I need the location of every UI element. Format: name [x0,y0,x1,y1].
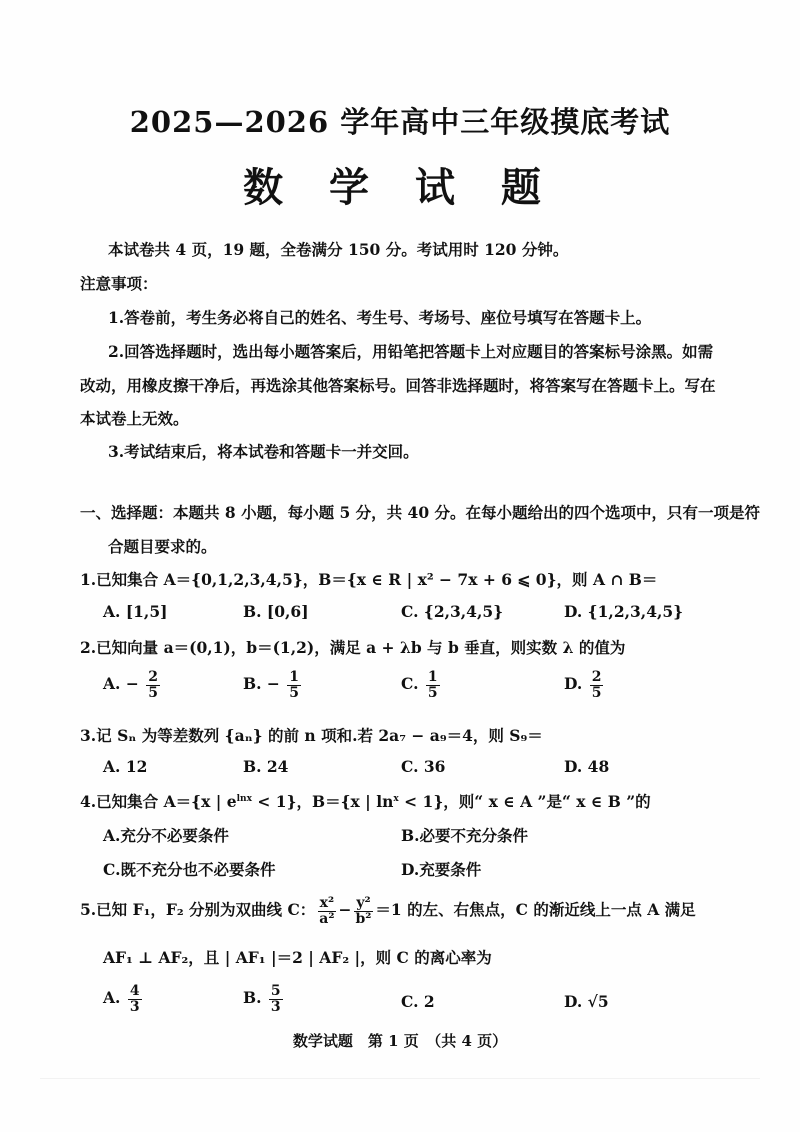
stem-text: < 1}，则“ x ∈ A ”是“ x ∈ B ”的 [398,792,651,811]
question-4-option-c: C.既不充分也不必要条件 [103,860,276,879]
option-label: B. − [243,674,280,694]
question-2-option-c [401,670,442,700]
option-label: C. [401,674,419,694]
notes-heading: 注意事项： [80,274,158,293]
stem-text: ＝1 的左、右焦点，C 的渐近线上一点 A 满足 [375,900,696,920]
denominator: 5 [427,684,438,701]
denominator: 5 [289,684,300,701]
fraction [354,896,374,926]
stem-text: 5.已知 F₁，F₂ 分别为双曲线 C： [80,900,316,920]
exam-title: 2025—2026 学年高中三年级摸底考试 [129,105,671,139]
option-label: A. − [103,674,139,694]
notes-item-1: 1.答卷前，考生务必将自己的姓名、考生号、考场号、座位号填写在答题卡上。 [108,308,652,327]
question-5-option-c: C. 2 [401,992,435,1011]
minus-sign: − [338,900,352,920]
question-3-option-a: A. 12 [103,757,148,776]
numerator: x² [319,895,335,911]
notes-item-3: 3.考试结束后，将本试卷和答题卡一并交回。 [108,442,419,461]
section-1-heading: 一、选择题：本题共 8 小题，每小题 5 分，共 40 分。在每小题给出的四个选项中，只有一项是符 [80,503,761,522]
question-4-option-b: B.必要不充分条件 [401,826,528,845]
question-1-option-c: C. {2,3,4,5} [401,602,504,621]
question-5-option-b [243,984,285,1014]
bottom-divider [40,1078,760,1079]
fraction [287,670,301,700]
denominator: b² [355,910,372,927]
denominator: 3 [129,998,140,1015]
numerator: 2 [148,669,158,685]
question-1-option-b: B. [0,6] [243,602,309,621]
exponent: lnx [236,793,252,804]
question-3-option-d: D. 48 [564,757,610,776]
page-footer: 数学试题 第 1 页 （共 4 页） [292,1032,508,1050]
numerator: 2 [591,669,602,685]
question-1-stem: 1.已知集合 A＝{0,1,2,3,4,5}，B＝{x ∈ R | x² − 7x + 6 ⩽ 0}，则 A ∩ B＝ [80,570,658,589]
question-1-option-a: A. [1,5] [103,602,168,621]
notes-item-2-line1: 2.回答选择题时，选出每小题答案后，用铅笔把答题卡上对应题目的答案标号涂黑。如需 [108,342,714,361]
question-4-option-a: A.充分不必要条件 [103,826,229,845]
denominator: 3 [270,998,281,1015]
notes-item-2-line3: 本试卷上无效。 [80,409,189,428]
section-1-heading-cont: 合题目要求的。 [108,537,217,556]
stem-text: 4.已知集合 A＝{x | e [80,792,237,811]
option-label: B. [243,988,262,1008]
denominator: 5 [591,684,602,701]
fraction [146,670,160,700]
stem-text: < 1}，B＝{x | ln [251,792,394,811]
denominator: a² [319,910,335,927]
question-2-option-a [103,670,162,700]
question-3-option-b: B. 24 [243,757,289,776]
question-2-stem: 2.已知向量 a＝(0,1)，b＝(1,2)，满足 a + λb 与 b 垂直，则实数 λ 的值为 [80,638,626,657]
fraction [128,984,142,1014]
question-3-option-c: C. 36 [401,757,446,776]
option-label: A. [103,988,121,1008]
question-5-option-d: D. √5 [564,992,609,1011]
option-label: D. [564,674,583,694]
subject-title: 数 学 试 题 [243,164,557,211]
question-2-option-d [564,670,605,700]
numerator: 5 [270,983,281,999]
question-5-stem [80,896,696,926]
exponent: x [393,793,399,804]
numerator: 1 [427,669,438,685]
question-5-stem-cont: AF₁ ⊥ AF₂，且 | AF₁ |＝2 | AF₂ |，则 C 的离心率为 [103,948,492,967]
fraction [426,670,440,700]
question-2-option-b [243,670,303,700]
intro-text: 本试卷共 4 页，19 题，全卷满分 150 分。考试用时 120 分钟。 [108,240,569,259]
question-3-stem: 3.记 Sₙ 为等差数列 {aₙ} 的前 n 项和.若 2a₇ − a₉＝4，则 S₉＝ [80,726,543,745]
denominator: 5 [148,684,158,701]
numerator: y² [356,895,371,911]
notes-item-2-line2: 改动，用橡皮擦干净后，再选涂其他答案标号。回答非选择题时，将答案写在答题卡上。写在 [80,376,716,395]
question-4-option-d: D.充要条件 [401,860,482,879]
fraction [590,670,604,700]
numerator: 4 [129,983,140,999]
question-1-option-d: D. {1,2,3,4,5} [564,602,684,621]
numerator: 1 [289,669,300,685]
fraction [269,984,283,1014]
question-5-option-a [103,984,144,1014]
question-4-stem [80,790,651,812]
fraction [317,896,336,926]
